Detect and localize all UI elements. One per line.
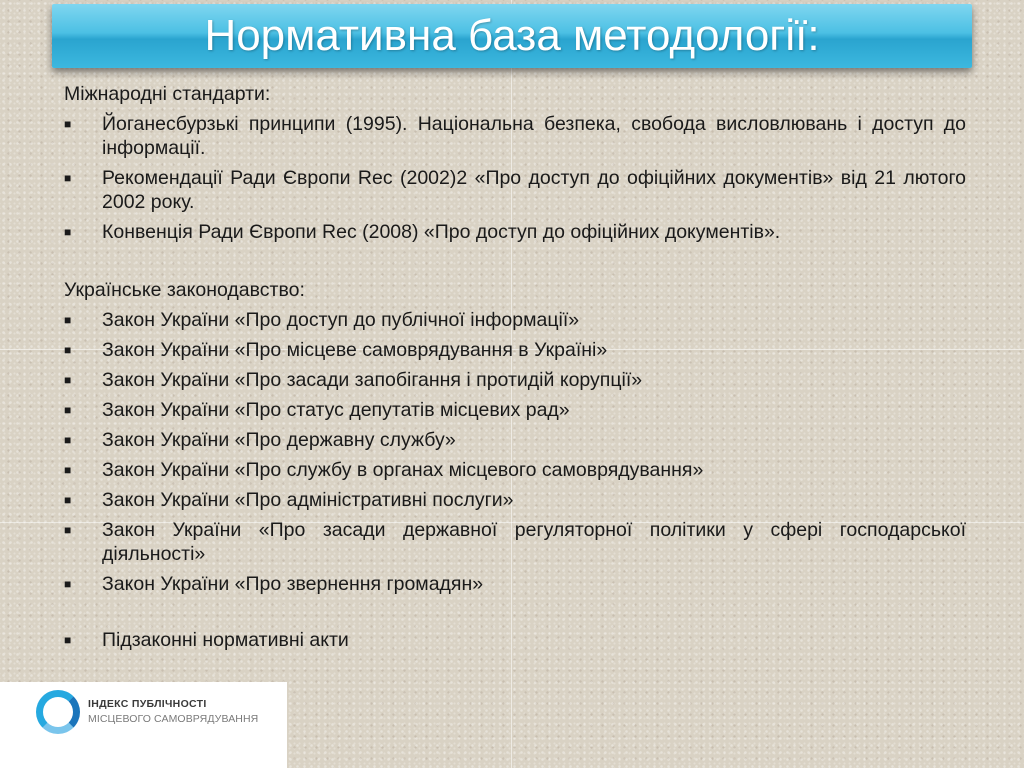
list-item-text: Закон України «Про статус депутатів місцевих рад» xyxy=(102,399,570,421)
bullet-icon: ■ xyxy=(64,463,72,477)
bullet-icon: ■ xyxy=(64,633,72,647)
bullet-icon: ■ xyxy=(64,313,72,327)
list-item-text: Йоганесбурзькі принципи (1995). Національна безпека, свобода висловлювань і доступ до інформації. xyxy=(102,113,966,159)
bullet-icon: ■ xyxy=(64,225,72,239)
list-item-text: Закон України «Про службу в органах місцевого самоврядування» xyxy=(102,459,704,481)
law-item xyxy=(64,338,966,362)
law-item xyxy=(64,368,966,392)
ring-logo-icon xyxy=(36,690,80,734)
slide-title: Нормативна база методології: xyxy=(204,11,820,60)
law-item xyxy=(64,398,966,422)
bullet-icon: ■ xyxy=(64,493,72,507)
slide-content xyxy=(64,80,966,658)
list-item-text: Закон України «Про засади запобігання і протидій корупції» xyxy=(102,369,643,391)
bullet-icon: ■ xyxy=(64,343,72,357)
section-spacer xyxy=(64,250,966,276)
logo-title: ІНДЕКС ПУБЛІЧНОСТІ xyxy=(88,698,207,710)
bullet-icon: ■ xyxy=(64,403,72,417)
list-item-text: Підзаконні нормативні акти xyxy=(102,629,349,651)
law-item xyxy=(64,428,966,452)
list-item-text: Закон України «Про звернення громадян» xyxy=(102,573,484,595)
bullet-icon: ■ xyxy=(64,577,72,591)
ukrainian-heading: Українське законодавство: xyxy=(64,279,305,301)
law-item xyxy=(64,308,966,332)
logo-subtitle: МІСЦЕВОГО САМОВРЯДУВАННЯ xyxy=(88,713,259,725)
law-item xyxy=(64,458,966,482)
list-item-text: Закон України «Про доступ до публічної інформації» xyxy=(102,309,580,331)
bullet-icon: ■ xyxy=(64,117,72,131)
bullet-icon: ■ xyxy=(64,523,72,537)
law-item xyxy=(64,518,966,566)
bullet-icon: ■ xyxy=(64,433,72,447)
list-item-text: Закон України «Про засади державної регуляторної політики у сфері господарської діяльності» xyxy=(102,519,966,565)
logo-panel xyxy=(0,682,287,768)
bullet-icon: ■ xyxy=(64,373,72,387)
bylaws-item xyxy=(64,628,966,652)
list-item-text: Конвенція Ради Європи Rec (2008) «Про доступ до офіційних документів». xyxy=(102,221,781,243)
international-item xyxy=(64,220,966,244)
list-item-text: Закон України «Про державну службу» xyxy=(102,429,456,451)
title-banner xyxy=(52,4,972,68)
law-item xyxy=(64,488,966,512)
international-item xyxy=(64,166,966,214)
international-item xyxy=(64,112,966,160)
list-item-text: Рекомендації Ради Європи Rec (2002)2 «Про доступ до офіційних документів» від 21 лютого 2002 року. xyxy=(102,167,966,213)
international-heading: Міжнародні стандарти: xyxy=(64,83,271,105)
bullet-icon: ■ xyxy=(64,171,72,185)
list-item-text: Закон України «Про адміністративні послуги» xyxy=(102,489,514,511)
list-item-text: Закон України «Про місцеве самоврядування в Україні» xyxy=(102,339,608,361)
section-spacer xyxy=(64,602,966,628)
law-item xyxy=(64,572,966,596)
